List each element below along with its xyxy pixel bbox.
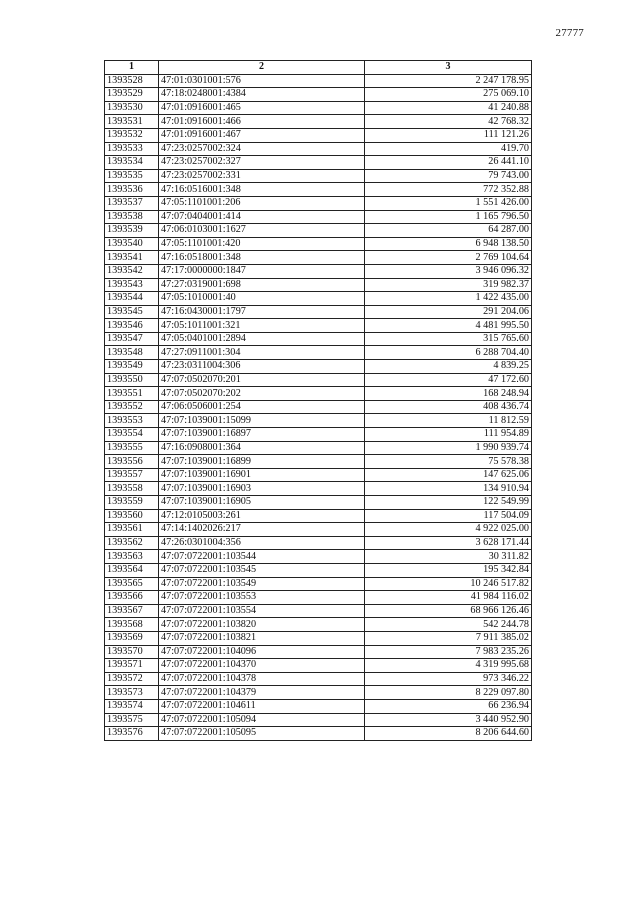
table-row	[105, 360, 532, 374]
cadastral-value-cell: 134 910.94	[365, 482, 532, 496]
cadastral-value-cell: 7 983 235.26	[365, 645, 532, 659]
row-number-cell: 1393565	[105, 577, 159, 591]
table-row	[105, 251, 532, 265]
cadastral-value-cell: 6 288 704.40	[365, 346, 532, 360]
cadastral-value-cell: 79 743.00	[365, 169, 532, 183]
table-row	[105, 482, 532, 496]
cadastral-number-cell: 47:07:1039001:16897	[159, 428, 365, 442]
cadastral-number-cell: 47:07:0722001:103554	[159, 604, 365, 618]
table-row	[105, 210, 532, 224]
table-row	[105, 128, 532, 142]
cadastral-number-cell: 47:05:1101001:206	[159, 196, 365, 210]
cadastral-number-cell: 47:16:0430001:1797	[159, 305, 365, 319]
table-row	[105, 292, 532, 306]
row-number-cell: 1393545	[105, 305, 159, 319]
column-header-3: 3	[365, 61, 532, 75]
cadastral-number-cell: 47:07:0722001:104370	[159, 659, 365, 673]
cadastral-number-cell: 47:07:1039001:16903	[159, 482, 365, 496]
table-row	[105, 305, 532, 319]
table-row	[105, 278, 532, 292]
cadastral-value-cell: 291 204.06	[365, 305, 532, 319]
cadastral-value-cell: 47 172.60	[365, 373, 532, 387]
cadastral-number-cell: 47:07:0722001:103549	[159, 577, 365, 591]
cadastral-number-cell: 47:05:1011001:321	[159, 319, 365, 333]
cadastral-number-cell: 47:16:0516001:348	[159, 183, 365, 197]
row-number-cell: 1393562	[105, 536, 159, 550]
cadastral-number-cell: 47:16:0518001:348	[159, 251, 365, 265]
table-row	[105, 645, 532, 659]
cadastral-value-cell: 1 165 796.50	[365, 210, 532, 224]
cadastral-number-cell: 47:07:0722001:103545	[159, 563, 365, 577]
row-number-cell: 1393570	[105, 645, 159, 659]
cadastral-value-cell: 10 246 517.82	[365, 577, 532, 591]
cadastral-value-cell: 419.70	[365, 142, 532, 156]
table-row	[105, 346, 532, 360]
cadastral-number-cell: 47:27:0319001:698	[159, 278, 365, 292]
cadastral-number-cell: 47:07:0722001:103544	[159, 550, 365, 564]
table-body	[105, 74, 532, 740]
cadastral-number-cell: 47:07:0722001:104378	[159, 672, 365, 686]
row-number-cell: 1393547	[105, 332, 159, 346]
table-row	[105, 224, 532, 238]
table-row	[105, 88, 532, 102]
table-row	[105, 727, 532, 741]
row-number-cell: 1393567	[105, 604, 159, 618]
row-number-cell: 1393536	[105, 183, 159, 197]
column-header-2: 2	[159, 61, 365, 75]
cadastral-value-cell: 4 319 995.68	[365, 659, 532, 673]
column-header-1: 1	[105, 61, 159, 75]
cadastral-number-cell: 47:23:0257002:331	[159, 169, 365, 183]
cadastral-value-cell: 4 839.25	[365, 360, 532, 374]
row-number-cell: 1393553	[105, 414, 159, 428]
row-number-cell: 1393563	[105, 550, 159, 564]
table-row	[105, 577, 532, 591]
table-row	[105, 156, 532, 170]
row-number-cell: 1393532	[105, 128, 159, 142]
cadastral-value-cell: 2 247 178.95	[365, 74, 532, 88]
cadastral-value-cell: 7 911 385.02	[365, 631, 532, 645]
row-number-cell: 1393561	[105, 523, 159, 537]
cadastral-number-cell: 47:07:1039001:16899	[159, 455, 365, 469]
table-row	[105, 441, 532, 455]
table-row	[105, 183, 532, 197]
cadastral-number-cell: 47:01:0916001:465	[159, 101, 365, 115]
row-number-cell: 1393572	[105, 672, 159, 686]
cadastral-number-cell: 47:01:0916001:466	[159, 115, 365, 129]
table-row	[105, 169, 532, 183]
row-number-cell: 1393571	[105, 659, 159, 673]
cadastral-number-cell: 47:07:0722001:104611	[159, 699, 365, 713]
cadastral-value-cell: 6 948 138.50	[365, 237, 532, 251]
cadastral-number-cell: 47:07:0722001:104379	[159, 686, 365, 700]
cadastral-number-cell: 47:07:1039001:16905	[159, 496, 365, 510]
cadastral-value-table	[104, 60, 532, 741]
row-number-cell: 1393537	[105, 196, 159, 210]
row-number-cell: 1393559	[105, 496, 159, 510]
cadastral-number-cell: 47:23:0311004:306	[159, 360, 365, 374]
cadastral-value-cell: 8 229 097.80	[365, 686, 532, 700]
table-row	[105, 400, 532, 414]
cadastral-number-cell: 47:07:0722001:103553	[159, 591, 365, 605]
row-number-cell: 1393533	[105, 142, 159, 156]
cadastral-value-cell: 973 346.22	[365, 672, 532, 686]
cadastral-number-cell: 47:23:0257002:324	[159, 142, 365, 156]
table-row	[105, 563, 532, 577]
cadastral-value-cell: 2 769 104.64	[365, 251, 532, 265]
table-row	[105, 468, 532, 482]
row-number-cell: 1393534	[105, 156, 159, 170]
row-number-cell: 1393569	[105, 631, 159, 645]
row-number-cell: 1393551	[105, 387, 159, 401]
cadastral-value-cell: 8 206 644.60	[365, 727, 532, 741]
cadastral-number-cell: 47:01:0916001:467	[159, 128, 365, 142]
table-row	[105, 237, 532, 251]
table-row	[105, 672, 532, 686]
table-row	[105, 332, 532, 346]
table-row	[105, 387, 532, 401]
table-row	[105, 631, 532, 645]
cadastral-value-cell: 41 984 116.02	[365, 591, 532, 605]
cadastral-number-cell: 47:17:0000000:1847	[159, 264, 365, 278]
table-row	[105, 699, 532, 713]
table-row	[105, 319, 532, 333]
cadastral-value-cell: 408 436.74	[365, 400, 532, 414]
table-row	[105, 509, 532, 523]
cadastral-number-cell: 47:07:1039001:16901	[159, 468, 365, 482]
row-number-cell: 1393548	[105, 346, 159, 360]
cadastral-value-cell: 26 441.10	[365, 156, 532, 170]
row-number-cell: 1393540	[105, 237, 159, 251]
table-header-row	[105, 61, 532, 75]
row-number-cell: 1393557	[105, 468, 159, 482]
cadastral-number-cell: 47:05:1101001:420	[159, 237, 365, 251]
cadastral-value-cell: 1 551 426.00	[365, 196, 532, 210]
cadastral-value-cell: 195 342.84	[365, 563, 532, 577]
table-row	[105, 115, 532, 129]
cadastral-value-cell: 3 628 171.44	[365, 536, 532, 550]
cadastral-value-cell: 66 236.94	[365, 699, 532, 713]
row-number-cell: 1393529	[105, 88, 159, 102]
row-number-cell: 1393576	[105, 727, 159, 741]
row-number-cell: 1393566	[105, 591, 159, 605]
row-number-cell: 1393543	[105, 278, 159, 292]
cadastral-number-cell: 47:07:0722001:104096	[159, 645, 365, 659]
table-row	[105, 428, 532, 442]
cadastral-value-cell: 3 946 096.32	[365, 264, 532, 278]
row-number-cell: 1393568	[105, 618, 159, 632]
cadastral-value-cell: 111 954.89	[365, 428, 532, 442]
row-number-cell: 1393555	[105, 441, 159, 455]
cadastral-value-cell: 41 240.88	[365, 101, 532, 115]
row-number-cell: 1393550	[105, 373, 159, 387]
cadastral-value-cell: 75 578.38	[365, 455, 532, 469]
cadastral-number-cell: 47:27:0911001:304	[159, 346, 365, 360]
cadastral-value-cell: 1 422 435.00	[365, 292, 532, 306]
cadastral-value-cell: 3 440 952.90	[365, 713, 532, 727]
table-row	[105, 686, 532, 700]
row-number-cell: 1393530	[105, 101, 159, 115]
row-number-cell: 1393549	[105, 360, 159, 374]
cadastral-value-cell: 542 244.78	[365, 618, 532, 632]
table-row	[105, 373, 532, 387]
cadastral-number-cell: 47:01:0301001:576	[159, 74, 365, 88]
row-number-cell: 1393564	[105, 563, 159, 577]
cadastral-value-cell: 111 121.26	[365, 128, 532, 142]
table-row	[105, 196, 532, 210]
page-number: 27777	[555, 27, 584, 39]
table-row	[105, 591, 532, 605]
table-row	[105, 142, 532, 156]
cadastral-value-cell: 1 990 939.74	[365, 441, 532, 455]
cadastral-number-cell: 47:07:0722001:105094	[159, 713, 365, 727]
row-number-cell: 1393535	[105, 169, 159, 183]
row-number-cell: 1393554	[105, 428, 159, 442]
cadastral-number-cell: 47:06:0506001:254	[159, 400, 365, 414]
cadastral-number-cell: 47:12:0105003:261	[159, 509, 365, 523]
table-row	[105, 101, 532, 115]
table-row	[105, 536, 532, 550]
cadastral-number-cell: 47:07:0722001:103820	[159, 618, 365, 632]
row-number-cell: 1393541	[105, 251, 159, 265]
cadastral-value-cell: 772 352.88	[365, 183, 532, 197]
cadastral-value-cell: 122 549.99	[365, 496, 532, 510]
cadastral-value-cell: 4 922 025.00	[365, 523, 532, 537]
cadastral-value-cell: 11 812.59	[365, 414, 532, 428]
cadastral-number-cell: 47:07:1039001:15099	[159, 414, 365, 428]
cadastral-value-cell: 275 069.10	[365, 88, 532, 102]
cadastral-number-cell: 47:14:1402026:217	[159, 523, 365, 537]
cadastral-value-cell: 168 248.94	[365, 387, 532, 401]
cadastral-value-cell: 68 966 126.46	[365, 604, 532, 618]
row-number-cell: 1393539	[105, 224, 159, 238]
cadastral-value-cell: 117 504.09	[365, 509, 532, 523]
row-number-cell: 1393574	[105, 699, 159, 713]
row-number-cell: 1393573	[105, 686, 159, 700]
cadastral-number-cell: 47:07:0404001:414	[159, 210, 365, 224]
row-number-cell: 1393556	[105, 455, 159, 469]
table-row	[105, 618, 532, 632]
table-row	[105, 604, 532, 618]
row-number-cell: 1393538	[105, 210, 159, 224]
cadastral-value-cell: 64 287.00	[365, 224, 532, 238]
row-number-cell: 1393558	[105, 482, 159, 496]
row-number-cell: 1393575	[105, 713, 159, 727]
row-number-cell: 1393528	[105, 74, 159, 88]
row-number-cell: 1393531	[105, 115, 159, 129]
cadastral-value-cell: 4 481 995.50	[365, 319, 532, 333]
cadastral-value-cell: 315 765.60	[365, 332, 532, 346]
cadastral-value-cell: 319 982.37	[365, 278, 532, 292]
cadastral-number-cell: 47:05:1010001:40	[159, 292, 365, 306]
cadastral-number-cell: 47:16:0908001:364	[159, 441, 365, 455]
row-number-cell: 1393560	[105, 509, 159, 523]
table-row	[105, 550, 532, 564]
cadastral-value-cell: 42 768.32	[365, 115, 532, 129]
cadastral-number-cell: 47:07:0722001:105095	[159, 727, 365, 741]
row-number-cell: 1393546	[105, 319, 159, 333]
cadastral-number-cell: 47:18:0248001:4384	[159, 88, 365, 102]
table-row	[105, 496, 532, 510]
cadastral-number-cell: 47:06:0103001:1627	[159, 224, 365, 238]
cadastral-value-cell: 147 625.06	[365, 468, 532, 482]
cadastral-number-cell: 47:07:0722001:103821	[159, 631, 365, 645]
cadastral-number-cell: 47:23:0257002:327	[159, 156, 365, 170]
row-number-cell: 1393544	[105, 292, 159, 306]
row-number-cell: 1393542	[105, 264, 159, 278]
cadastral-number-cell: 47:07:0502070:202	[159, 387, 365, 401]
table-row	[105, 74, 532, 88]
cadastral-number-cell: 47:05:0401001:2894	[159, 332, 365, 346]
cadastral-number-cell: 47:26:0301004:356	[159, 536, 365, 550]
table-row	[105, 414, 532, 428]
table-row	[105, 455, 532, 469]
table-row	[105, 523, 532, 537]
table-row	[105, 264, 532, 278]
table-row	[105, 713, 532, 727]
cadastral-number-cell: 47:07:0502070:201	[159, 373, 365, 387]
cadastral-value-cell: 30 311.82	[365, 550, 532, 564]
table-row	[105, 659, 532, 673]
row-number-cell: 1393552	[105, 400, 159, 414]
